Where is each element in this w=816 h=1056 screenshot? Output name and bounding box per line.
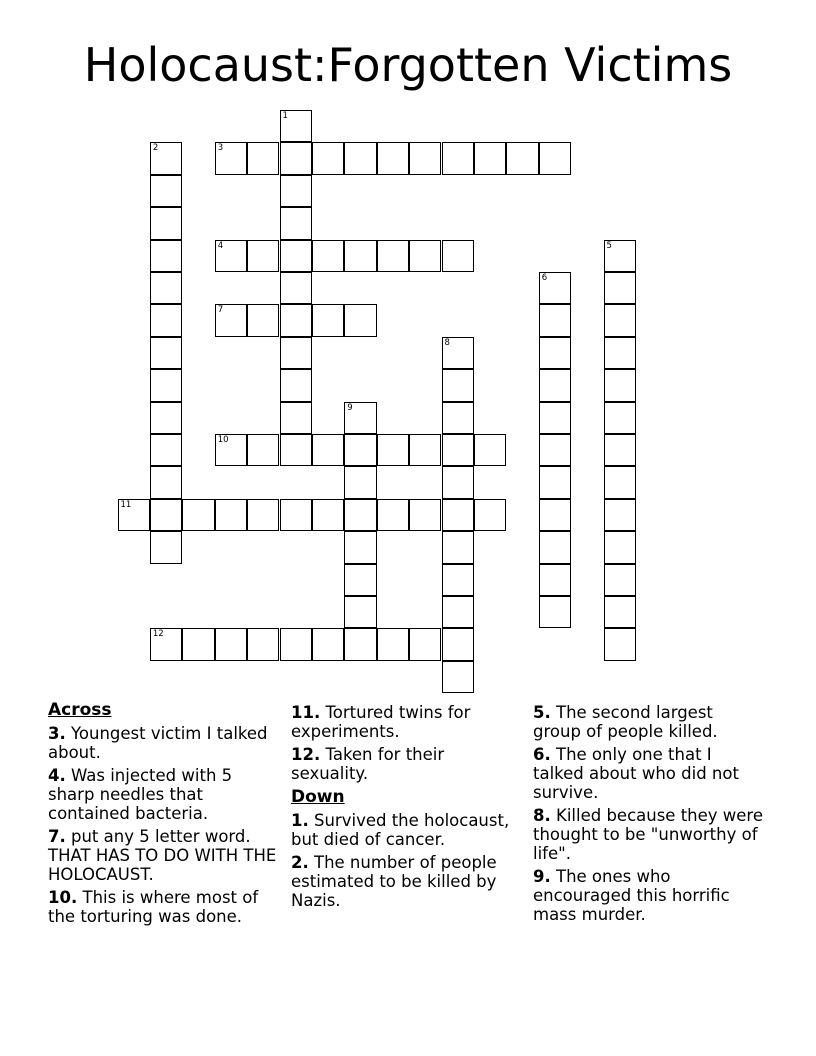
grid-cell[interactable]: [280, 304, 312, 336]
grid-cell[interactable]: [280, 499, 312, 531]
grid-cell[interactable]: [442, 369, 474, 401]
clue-number: 4: [217, 240, 224, 251]
grid-cell[interactable]: [539, 272, 571, 304]
grid-cell[interactable]: [442, 434, 474, 466]
grid-cell[interactable]: [604, 596, 636, 628]
grid-cell[interactable]: [442, 402, 474, 434]
grid-cell[interactable]: [604, 434, 636, 466]
grid-cell[interactable]: [215, 434, 247, 466]
grid-cell[interactable]: [247, 142, 279, 174]
grid-cell[interactable]: [442, 596, 474, 628]
grid-cell[interactable]: [280, 337, 312, 369]
clue-number: 12: [152, 629, 164, 640]
grid-cell[interactable]: [150, 628, 182, 660]
grid-cell[interactable]: [280, 240, 312, 272]
clue-number: 9: [347, 402, 353, 413]
across-heading: Across: [48, 700, 112, 720]
clue-number: 5: [606, 240, 612, 251]
grid-cell[interactable]: [344, 628, 376, 660]
grid-cell[interactable]: [312, 499, 344, 531]
grid-cell[interactable]: [150, 369, 182, 401]
across-clues-column-1: [48, 700, 278, 930]
clues-column-2: [291, 700, 521, 914]
across-clue-3: 3. Youngest victim I talked about.: [48, 724, 268, 762]
grid-cell[interactable]: [150, 142, 182, 174]
grid-cell[interactable]: [604, 272, 636, 304]
grid-cell[interactable]: [539, 369, 571, 401]
clue-number: 10: [217, 435, 229, 445]
grid-cell[interactable]: [280, 369, 312, 401]
across-clue-7: 7. put any 5 letter word. THAT HAS TO DO WITH THE HOLOCAUST.: [48, 827, 277, 884]
grid-cell[interactable]: [150, 531, 182, 563]
grid-cell[interactable]: [344, 434, 376, 466]
grid-cell[interactable]: [280, 272, 312, 304]
grid-cell[interactable]: [539, 434, 571, 466]
grid-cell[interactable]: [377, 142, 409, 174]
grid-cell[interactable]: [604, 628, 636, 660]
grid-cell[interactable]: [215, 240, 247, 272]
grid-cell[interactable]: [539, 466, 571, 498]
grid-cell[interactable]: [539, 531, 571, 563]
grid-cell[interactable]: [150, 175, 182, 207]
grid-cell[interactable]: [604, 304, 636, 336]
grid-cell[interactable]: [539, 337, 571, 369]
grid-cell[interactable]: [409, 499, 441, 531]
grid-cell[interactable]: [280, 175, 312, 207]
grid-cell[interactable]: [442, 466, 474, 498]
grid-cell[interactable]: [604, 337, 636, 369]
grid-cell[interactable]: [150, 272, 182, 304]
grid-cell[interactable]: [344, 596, 376, 628]
grid-cell[interactable]: [604, 499, 636, 531]
down-clue-9: 9. The ones who encouraged this horrific mass murder.: [533, 867, 730, 924]
grid-cell[interactable]: [118, 499, 150, 531]
grid-cell[interactable]: [377, 628, 409, 660]
grid-cell[interactable]: [247, 240, 279, 272]
grid-cell[interactable]: [280, 628, 312, 660]
across-clue-4: 4. Was injected with 5 sharp needles that contained bacteria.: [48, 766, 233, 823]
grid-cell[interactable]: [215, 304, 247, 336]
grid-cell[interactable]: [280, 434, 312, 466]
grid-cell[interactable]: [247, 499, 279, 531]
grid-cell[interactable]: [150, 499, 182, 531]
down-clue-2: 2. The number of people estimated to be killed by Nazis.: [291, 853, 497, 910]
grid-cell[interactable]: [377, 499, 409, 531]
grid-cell[interactable]: [604, 240, 636, 272]
grid-cell[interactable]: [215, 628, 247, 660]
grid-cell[interactable]: [150, 207, 182, 239]
grid-cell[interactable]: [604, 402, 636, 434]
grid-cell[interactable]: [344, 142, 376, 174]
grid-cell[interactable]: [344, 402, 376, 434]
down-clue-5: 5. The second largest group of people killed.: [533, 703, 718, 741]
grid-cell[interactable]: [312, 434, 344, 466]
down-clue-6: 6. The only one that I talked about who did not survive.: [533, 745, 739, 802]
grid-cell[interactable]: [247, 304, 279, 336]
clue-number: 6: [541, 273, 548, 283]
grid-cell[interactable]: [474, 434, 506, 466]
grid-cell[interactable]: [442, 240, 474, 272]
grid-cell[interactable]: [539, 596, 571, 628]
grid-cell[interactable]: [344, 466, 376, 498]
grid-cell[interactable]: [215, 499, 247, 531]
grid-cell[interactable]: [312, 240, 344, 272]
grid-cell[interactable]: [215, 142, 247, 174]
down-heading: Down: [291, 787, 345, 807]
down-clue-1: 1. Survived the holocaust, but died of cancer.: [291, 811, 510, 849]
grid-cell[interactable]: [182, 499, 214, 531]
clue-number: 2: [152, 143, 159, 154]
down-clue-8: 8. Killed because they were thought to be "unworthy of life".: [533, 806, 764, 863]
grid-cell[interactable]: [280, 110, 312, 142]
grid-cell[interactable]: [312, 142, 344, 174]
clue-number: 7: [217, 305, 224, 316]
grid-cell[interactable]: [312, 304, 344, 336]
grid-cell[interactable]: [409, 434, 441, 466]
grid-cell[interactable]: [150, 402, 182, 434]
grid-cell[interactable]: [150, 240, 182, 272]
clue-number: 3: [217, 143, 224, 154]
grid-cell[interactable]: [442, 337, 474, 369]
grid-cell[interactable]: [474, 142, 506, 174]
grid-cell[interactable]: [150, 304, 182, 336]
grid-cell[interactable]: [280, 142, 312, 174]
grid-cell[interactable]: [312, 628, 344, 660]
across-clue-10: 10. This is where most of the torturing was done.: [48, 888, 259, 926]
grid-cell[interactable]: [344, 499, 376, 531]
grid-cell[interactable]: [150, 466, 182, 498]
grid-cell[interactable]: [604, 369, 636, 401]
grid-cell[interactable]: [442, 531, 474, 563]
grid-cell[interactable]: [539, 142, 571, 174]
grid-cell[interactable]: [409, 142, 441, 174]
grid-cell[interactable]: [409, 240, 441, 272]
grid-cell[interactable]: [280, 207, 312, 239]
grid-cell[interactable]: [280, 402, 312, 434]
grid-cell[interactable]: [344, 531, 376, 563]
grid-cell[interactable]: [604, 466, 636, 498]
grid-cell[interactable]: [474, 499, 506, 531]
grid-cell[interactable]: [539, 564, 571, 596]
clue-number: 8: [444, 337, 450, 348]
puzzle-title: Holocaust:Forgotten Victims: [83, 38, 733, 92]
grid-cell[interactable]: [182, 628, 214, 660]
grid-cell[interactable]: [506, 142, 538, 174]
clues-column-3: [533, 700, 763, 928]
grid-cell[interactable]: [539, 499, 571, 531]
grid-cell[interactable]: [442, 628, 474, 660]
grid-cell[interactable]: [442, 661, 474, 693]
grid-cell[interactable]: [604, 531, 636, 563]
grid-cell[interactable]: [247, 628, 279, 660]
grid-cell[interactable]: [377, 240, 409, 272]
grid-cell[interactable]: [247, 434, 279, 466]
across-clue-12: 12. Taken for their sexuality.: [291, 745, 445, 783]
grid-cell[interactable]: [442, 564, 474, 596]
grid-cell[interactable]: [344, 240, 376, 272]
grid-cell[interactable]: [150, 434, 182, 466]
grid-cell[interactable]: [604, 564, 636, 596]
grid-cell[interactable]: [344, 564, 376, 596]
grid-cell[interactable]: [344, 304, 376, 336]
grid-cell[interactable]: [539, 402, 571, 434]
across-clue-11: 11. Tortured twins for experiments.: [291, 703, 471, 741]
grid-cell[interactable]: [409, 628, 441, 660]
grid-cell[interactable]: [150, 337, 182, 369]
grid-cell[interactable]: [442, 499, 474, 531]
grid-cell[interactable]: [539, 304, 571, 336]
clue-number: 11: [120, 499, 132, 510]
clue-number: 1: [282, 111, 288, 121]
grid-cell[interactable]: [442, 142, 474, 174]
grid-cell[interactable]: [377, 434, 409, 466]
